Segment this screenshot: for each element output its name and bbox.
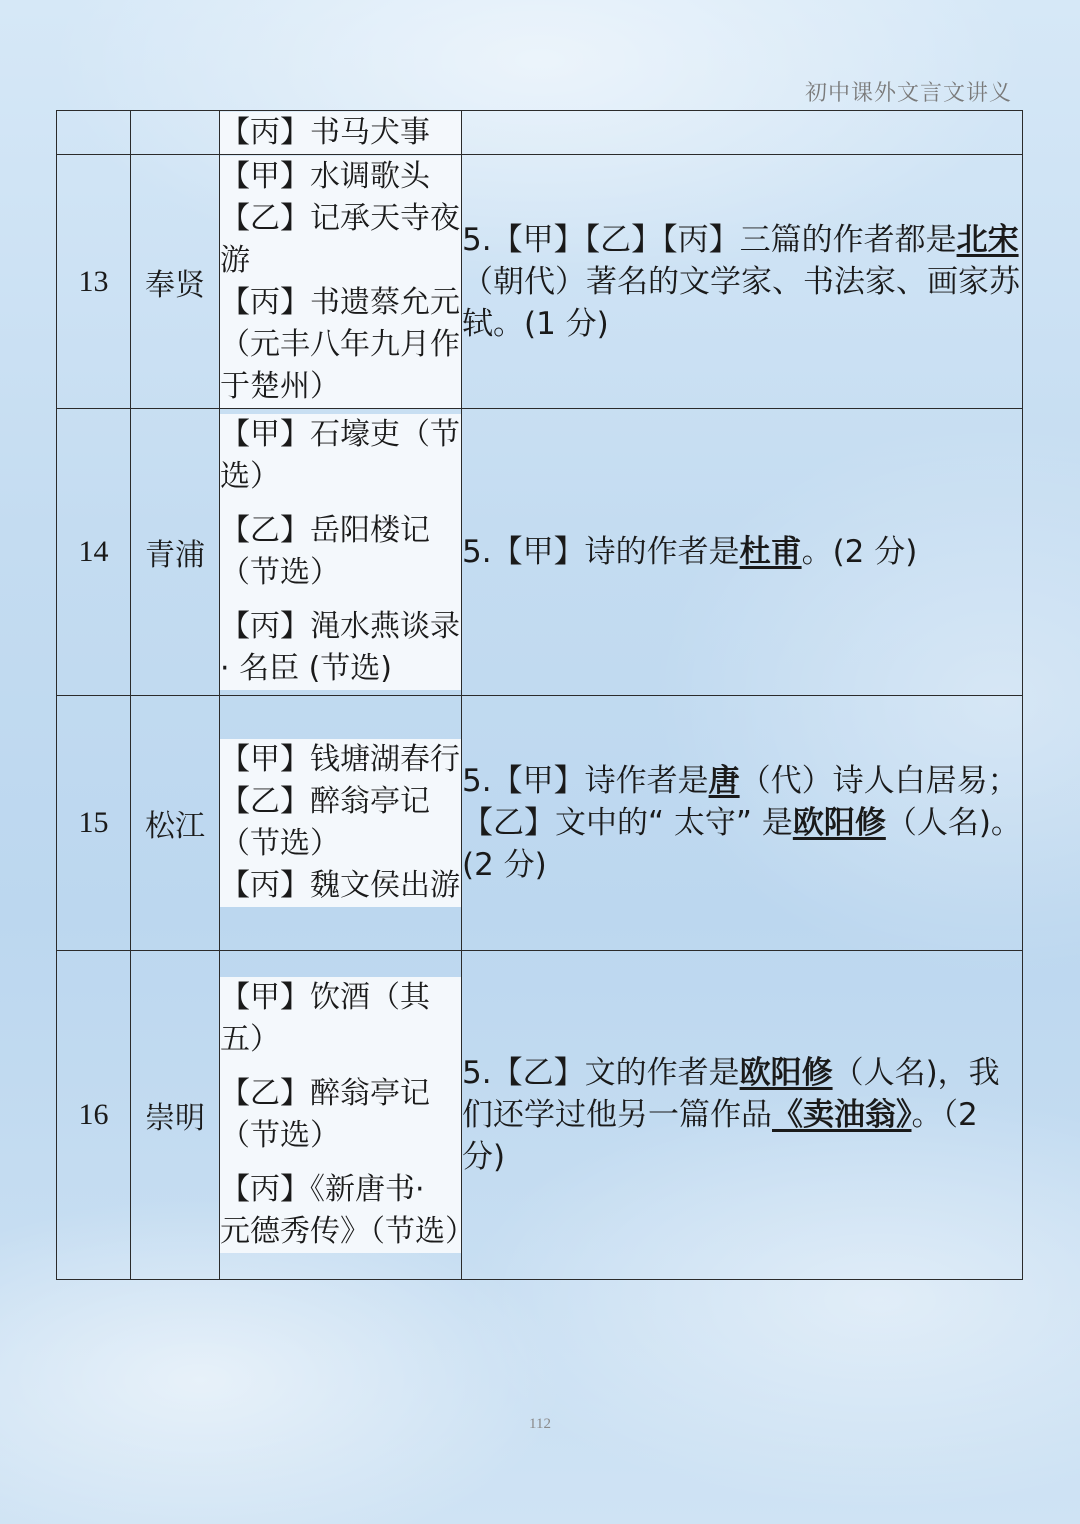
article-titles <box>220 696 462 951</box>
answer-blank: 欧阳修 <box>739 1055 833 1091</box>
question-cell <box>462 155 1023 409</box>
answer-blank: 欧阳修 <box>792 805 886 841</box>
question-text: 5.【乙】文的作者是 <box>462 1055 740 1091</box>
answer-blank: 唐 <box>708 763 740 799</box>
page-number: 112 <box>529 1416 551 1432</box>
district <box>131 111 220 155</box>
district: 青浦 <box>131 409 220 696</box>
row-number: 15 <box>57 696 131 951</box>
article-title: 【丙】渑水燕谈录· 名臣 (节选) <box>220 609 460 686</box>
table-row <box>57 111 1023 155</box>
article-title: 【丙】魏文侯出游 <box>220 868 460 903</box>
question-text: 。（2 分) <box>462 1097 978 1175</box>
question-text: （人名)，我们还学过他另一篇作品 <box>462 1055 1000 1133</box>
article-titles <box>220 951 475 1280</box>
article-title: 【乙】醉翁亭记（节选） <box>220 784 430 861</box>
question-cell <box>462 111 1023 155</box>
article-title: 【甲】石壕吏（节选） <box>220 417 460 494</box>
question-cell <box>462 951 1023 1280</box>
table-row <box>57 696 1023 951</box>
question-text: （人名)。(2 分) <box>462 805 1022 883</box>
answer-blank: 《卖油翁》 <box>772 1097 912 1133</box>
question-text: 5.【甲】诗的作者是 <box>462 534 740 570</box>
article-titles <box>220 155 462 409</box>
table-row <box>57 409 1023 696</box>
article-title: 【甲】水调歌头 <box>220 158 430 194</box>
district: 松江 <box>131 696 220 951</box>
table-row <box>57 951 1023 1280</box>
question-text: 5.【甲】诗作者是 <box>462 763 709 799</box>
article-title: 【甲】饮酒（其五） <box>220 980 430 1057</box>
row-number: 16 <box>57 951 131 1280</box>
article-titles <box>220 409 462 696</box>
row-number: 14 <box>57 409 131 696</box>
question-text: 。(2 分) <box>801 534 918 570</box>
header-title: 初中课外文言文讲义 <box>804 81 1012 106</box>
article-title: 【甲】钱塘湖春行 <box>220 742 460 777</box>
exam-table <box>56 110 1023 1280</box>
article-title: 【丙】书马犬事 <box>220 114 430 150</box>
row-number <box>57 111 131 155</box>
question-text: （代）诗人白居易；【乙】文中的“ 太守” 是 <box>462 763 1019 841</box>
article-title: 【乙】记承天寺夜游 <box>220 200 460 278</box>
question-cell <box>462 696 1023 951</box>
article-title: 【丙】《新唐书· 元德秀传》（节选） <box>220 1172 475 1249</box>
answer-blank: 杜甫 <box>739 534 802 570</box>
answer-blank: 北宋 <box>956 221 1019 258</box>
table-row <box>57 155 1023 409</box>
question-text: （朝代）著名的文学家、书法家、画家苏轼。(1 分) <box>462 263 1020 342</box>
question-cell <box>462 409 1023 696</box>
article-title: 【乙】醉翁亭记（节选） <box>220 1076 430 1153</box>
article-titles <box>220 111 462 155</box>
article-title: 【丙】书遗蔡允元（元丰八年九月作于楚州） <box>220 284 460 404</box>
district: 奉贤 <box>131 155 220 409</box>
question-text: 5.【甲】【乙】【丙】三篇的作者都是 <box>462 221 957 258</box>
district: 崇明 <box>131 951 220 1280</box>
row-number: 13 <box>57 155 131 409</box>
article-title: 【乙】岳阳楼记（节选） <box>220 513 430 590</box>
